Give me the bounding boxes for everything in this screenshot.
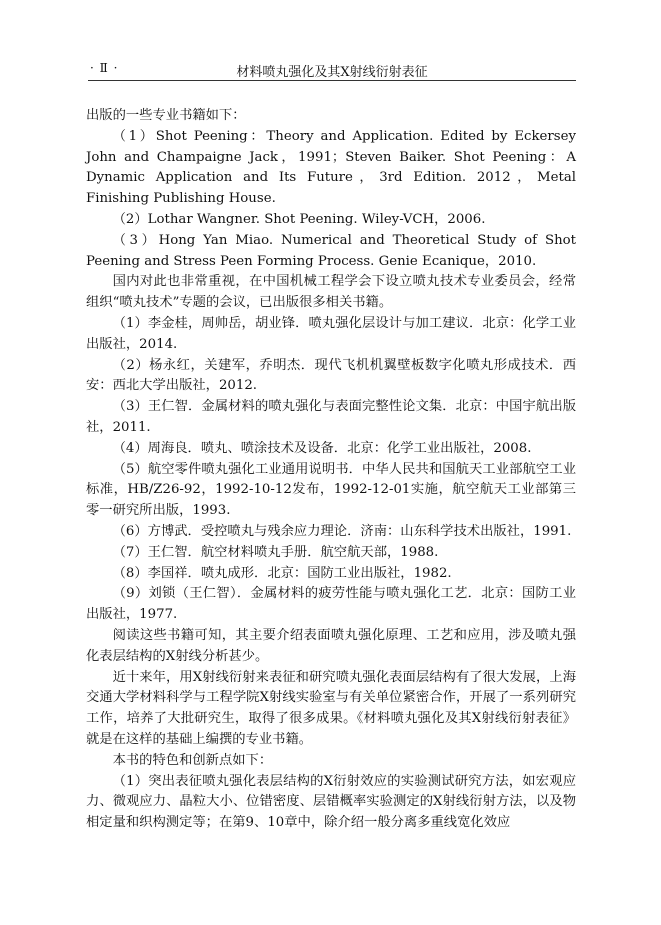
paragraph-ref-en-3: （3）Hong Yan Miao. Numerical and Theoretical Study of Shot Peening and Stress Peen Forming Process. Genie Ecanique，2010. bbox=[86, 232, 576, 269]
body-text bbox=[86, 106, 576, 834]
paragraph-ref-cn-6: （6）方博武．受控喷丸与残余应力理论．济南：山东科学技术出版社，1991. bbox=[112, 523, 572, 539]
paragraph-ref-cn-4: （4）周海良．喷丸、喷涂技术及设备．北京：化学工业出版社，2008. bbox=[112, 440, 532, 456]
paragraph-intro: 出版的一些专业书籍如下： bbox=[86, 108, 246, 123]
paragraph-development: 近十来年，用X射线衍射来表征和研究喷丸强化表面层结构有了很大发展，上海交通大学材料科学与工程学院X射线实验室与有关单位紧密合作，开展了一系列研究工作，培养了大批研究生，取得了很多成果。《材料喷丸强化及其X射线衍射表征》就是在这样的基础上编撰的专业书籍。 bbox=[86, 669, 576, 747]
paragraph-ref-cn-8: （8）李国祥．喷丸成形．北京：国防工业出版社，1982. bbox=[112, 565, 452, 581]
paragraph-feature-1: （1）突出表征喷丸强化表层结构的X衍射效应的实验测试研究方法，如宏观应力、微观应力、晶粒大小、位错密度、层错概率实验测定的X射线衍射方法，以及物相定量和织构测定等；在第9、10章中，除介绍一般分离多重线宽化效应 bbox=[86, 773, 576, 831]
running-title: 材料喷丸强化及其X射线衍射表征 bbox=[236, 65, 428, 80]
paragraph-ref-cn-1: （1）李金桂，周帅岳，胡业锋．喷丸强化层设计与加工建议．北京：化学工业出版社，2014. bbox=[86, 315, 576, 352]
paragraph-ref-cn-2: （2）杨永红，关建军，乔明杰．现代飞机机翼壁板数字化喷丸形成技术．西安：西北大学出版社，2012. bbox=[86, 357, 576, 394]
page-number: · Ⅱ · bbox=[90, 61, 119, 75]
paragraph-features-intro: 本书的特色和创新点如下： bbox=[112, 752, 273, 768]
paragraph-ref-cn-9: （9）刘锁（王仁智）．金属材料的疲劳性能与喷丸强化工艺．北京：国防工业出版社，1977. bbox=[86, 586, 576, 623]
running-header bbox=[88, 62, 576, 81]
paragraph-ref-cn-3: （3）王仁智．金属材料的喷丸强化与表面完整性论文集．北京：中国宇航出版社，2011. bbox=[86, 399, 576, 435]
paragraph-summary: 阅读这些书籍可知，其主要介绍表面喷丸强化原理、工艺和应用，涉及喷丸强化表层结构的X射线分析甚少。 bbox=[86, 627, 576, 664]
paragraph-ref-cn-7: （7）王仁智．航空材料喷丸手册．航空航天部，1988. bbox=[112, 544, 439, 560]
paragraph-ref-en-1: （1）Shot Peening：Theory and Application. Edited by Eckersey John and Champaigne Jack，1991；Steven Baiker. Shot Peening：A Dynamic Application and Its Future，3rd Edition. 2012，Metal Finishing Publishing House. bbox=[86, 128, 576, 207]
paragraph-domestic: 国内对此也非常重视，在中国机械工程学会下设立喷丸技术专业委员会，经常组织“喷丸技术”专题的会议，已出版很多相关书籍。 bbox=[86, 274, 576, 311]
paragraph-ref-cn-5: （5）航空零件喷丸强化工业通用说明书．中华人民共和国航天工业部航空工业标准，HB/Z26-92，1992-10-12发布，1992-12-01实施，航空航天工业部第三零一研究所出版，1993. bbox=[86, 461, 576, 519]
paragraph-ref-en-2: （2）Lothar Wangner. Shot Peening. Wiley-VCH，2006. bbox=[112, 211, 486, 227]
